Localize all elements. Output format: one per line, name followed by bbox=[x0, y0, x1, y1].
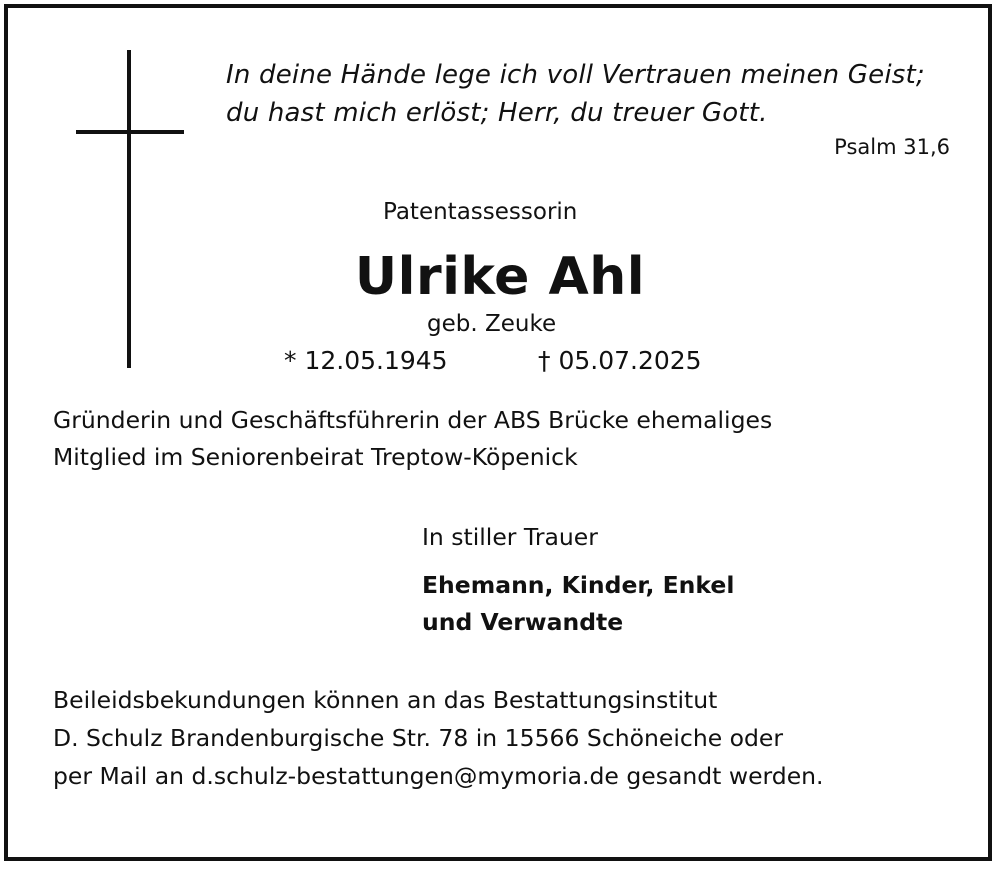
condolence-notice bbox=[53, 681, 824, 795]
condolence-line: Beileidsbekundungen können an das Bestattungsinstitut bbox=[53, 686, 718, 714]
cross-vertical-bar bbox=[127, 50, 131, 368]
bio-line: Gründerin und Geschäftsführerin der ABS Brücke ehemaliges bbox=[53, 406, 773, 434]
birth-date: * 12.05.1945 bbox=[284, 346, 448, 375]
bible-verse bbox=[226, 56, 925, 132]
condolence-line: D. Schulz Brandenburgische Str. 78 in 15566 Schöneiche oder bbox=[53, 724, 784, 752]
mourners bbox=[422, 567, 734, 641]
verse-line: du hast mich erlöst; Herr, du treuer Gott. bbox=[226, 98, 768, 128]
maiden-name: geb. Zeuke bbox=[427, 311, 557, 337]
deceased-name: Ulrike Ahl bbox=[354, 247, 646, 307]
bio-line: Mitglied im Seniorenbeirat Treptow-Köpenick bbox=[53, 443, 578, 471]
cross-horizontal-bar bbox=[76, 130, 184, 134]
verse-reference: Psalm 31,6 bbox=[834, 135, 950, 159]
condolence-line: per Mail an d.schulz-bestattungen@mymoria.de gesandt werden. bbox=[53, 762, 824, 790]
mourners-line: und Verwandte bbox=[422, 608, 624, 636]
biography bbox=[53, 402, 772, 476]
mourners-line: Ehemann, Kinder, Enkel bbox=[422, 571, 735, 599]
verse-line: In deine Hände lege ich voll Vertrauen meinen Geist; bbox=[226, 60, 925, 90]
mourning-intro: In stiller Trauer bbox=[422, 523, 598, 551]
death-date: † 05.07.2025 bbox=[538, 346, 702, 375]
occupation-title: Patentassessorin bbox=[383, 199, 578, 225]
